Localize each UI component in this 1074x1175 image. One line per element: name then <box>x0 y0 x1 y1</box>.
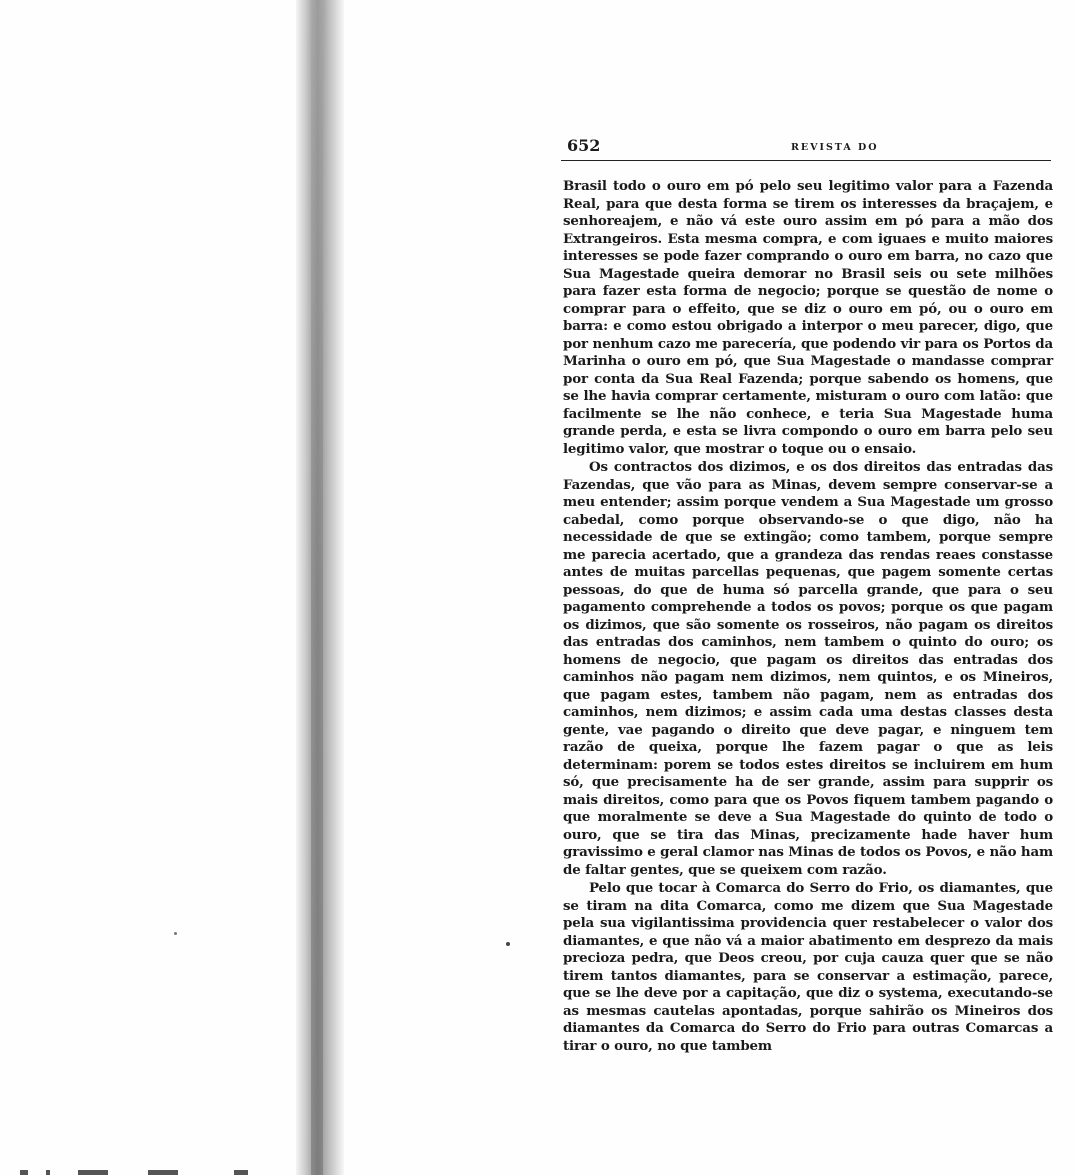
paragraph: Pelo que tocar à Comarca do Serro do Frio, os diamantes, que se tiram na dita Comarca, como me dizem que Sua Magestade pela sua vigilantissima providencia quer restabelecer o valor dos diamantes, e que não vá a maior abatimento em desprezo da mais precioza pedra, que Deos creou, por cuja cauza quer que se não tirem tantos diamantes, para se conservar a estimação, parece, que se lhe deve por a capitação, que diz o systema, executando-se as mesmas cautelas apontadas, porque sahirão os Mineiros dos diamantes da Comarca do Serro do Frio para outras Comarcas a tirar o ouro, no que tambem <box>563 880 1053 1054</box>
paragraph: Os contractos dos dizimos, e os dos direitos das entradas das Fazendas, que vão para as Minas, devem sempre conservar-se a meu entender; assim porque vendem a Sua Magestade um grosso cabedal, como porque observando-se o que digo, não ha necessidade de que se extingão; como tambem, porque sempre me parecia acertado, que a grandeza das rendas reaes constasse antes de muitas parcellas pequenas, que pagem somente certas pessoas, do que de huma só parcella grande, que para o seu pagamento comprehende a todos os povos; porque os que pagam os dizimos, que são somente os rosseiros, não pagam os direitos das entradas dos caminhos, nem tambem o quinto do ouro; os homens de negocio, que pagam os direitos das entradas dos caminhos não pagam nem dizimos, nem quintos, e os Mineiros, que pagam estes, tambem não pagam, nem as entradas dos caminhos, nem dizimos; e assim cada uma destas classes desta gente, vae pagando o direito que deve pagar, e ninguem tem razão de queixa, porque lhe fazem pagar o que as leis determinam: porem se todos estes direitos se incluirem em hum só, que precisamente ha de ser grande, assim para supprir os mais direitos, como para que os Povos fiquem tambem pagando o que moralmente se deve a Sua Magestade do quinto de todo o ouro, que se tira das Minas, precizamente hade haver hum gravissimo e geral clamor nas Minas de todos os Povos, e não ham de faltar gentes, que se queixem com razão. <box>563 459 1053 878</box>
book-gutter-core <box>311 0 323 1175</box>
book-page <box>553 130 1059 1090</box>
header-rule <box>561 160 1051 161</box>
bottom-edge-marks <box>20 1150 380 1175</box>
running-title: REVISTA DO <box>791 142 879 153</box>
running-head <box>563 136 1051 160</box>
dust-speck <box>506 942 510 946</box>
body-text <box>563 178 1053 1055</box>
page-number: 652 <box>567 136 601 155</box>
paragraph: Brasil todo o ouro em pó pelo seu legitimo valor para a Fazenda Real, para que desta forma se tirem os interesses da braçajem, e senhoreajem, e não vá este ouro assim em pó para a mão dos Extrangeiros. Esta mesma compra, e com iguaes e muito maiores interesses se pode fazer comprando o ouro em barra, no cazo que Sua Magestade queira demorar no Brasil seis ou sete milhões para fazer esta forma de negocio; porque se questão de nome o comprar para o effeito, que se diz o ouro em pó, ou o ouro em barra: e como estou obrigado a interpor o meu parecer, digo, que por nenhum cazo me parecería, que podendo vir para os Portos da Marinha o ouro em pó, que Sua Magestade o mandasse comprar por conta da Sua Real Fazenda; porque sabendo os homens, que se lhe havia comprar certamente, misturam o ouro com latão: que facilmente se lhe não conhece, e teria Sua Magestade huma grande perda, e esta se livra compondo o ouro em barra pelo seu legitimo valor, que mostrar o toque ou o ensaio. <box>563 178 1053 457</box>
dust-speck <box>174 932 177 935</box>
